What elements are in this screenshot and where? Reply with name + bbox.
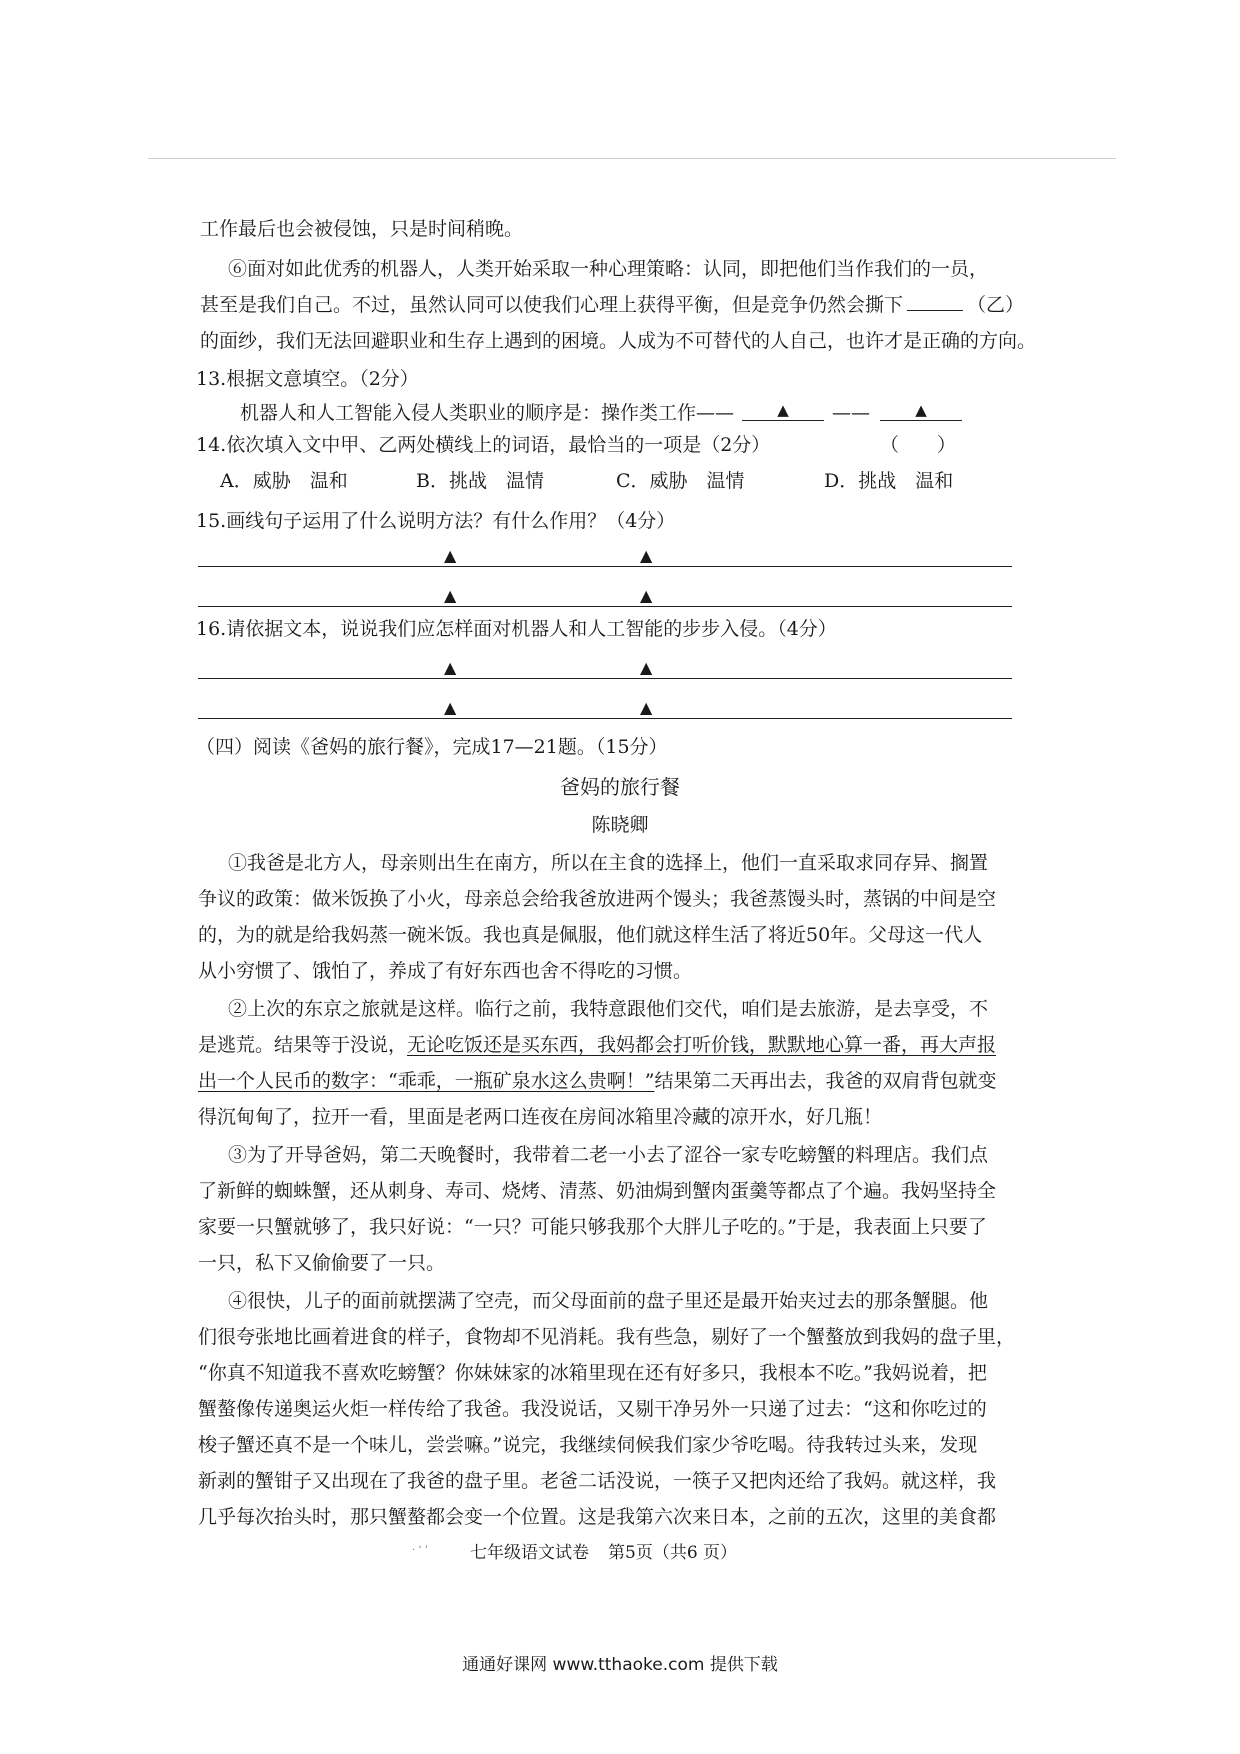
paragraph-line [198,1068,996,1094]
question-13-line: 机器人和人工智能入侵人类职业的顺序是：操作类工作—— [240,402,735,424]
scan-mark: · ‘ ’ [412,1545,428,1556]
question-15-answer-line-1 [198,566,1012,567]
blank-yi [907,292,963,311]
question-14-answer-paren: （ ） [880,434,957,456]
option-a: A．威胁 温和 [220,470,348,492]
option-d: D．挑战 温和 [824,470,954,492]
question-16-stem: 16.请依据文本，说说我们应怎样面对机器人和人工智能的步步入侵。（4分） [196,618,837,640]
question-13-dash: —— [832,402,870,424]
paragraph-line: 争议的政策：做米饭换了小火，母亲总会给我爸放进两个馒头；我爸蒸馒头时，蒸锅的中间是空 [198,888,997,910]
underlined-sentence: 无论吃饭还是买东西，我妈都会打听价钱，默默地心算一番，再大声报 [407,1034,997,1056]
answer-marker: ▲ [640,586,653,605]
paragraph-6-line-2-text: 甚至是我们自己。不过，虽然认同可以使我们心理上获得平衡，但是竞争仍然会撕下 [200,294,904,316]
answer-marker: ▲ [444,586,457,605]
paragraph-line: ②上次的东京之旅就是这样。临行之前，我特意跟他们交代，咱们是去旅游，是去享受，不 [228,998,989,1020]
paragraph-line: ④很快，儿子的面前就摆满了空壳，而父母面前的盘子里还是最开始夹过去的那条蟹腿。他 [228,1290,989,1312]
answer-marker: ▲ [444,698,457,717]
paragraph-line [198,1032,996,1058]
question-16-answer-line-1 [198,678,1012,679]
question-15-answer-line-2 [198,606,1012,607]
paragraph-6-line-1: ⑥面对如此优秀的机器人，人类开始采取一种心理策略：认同，即把他们当作我们的一员， [228,258,989,280]
paragraph-line: 们很夸张地比画着进食的样子，食物却不见消耗。我有些急，剔好了一个蟹螯放到我妈的盘子里， [198,1326,1016,1348]
question-14-stem: 14.依次填入文中甲、乙两处横线上的词语，最恰当的一项是（2分） [196,434,771,456]
paragraph-text: 结果第二天再出去，我爸的双肩背包就变 [654,1070,997,1092]
answer-marker: ▲ [640,546,653,565]
paragraph-line: 家要一只蟹就够了，我只好说：“一只？可能只够我那个大胖儿子吃的。”于是，我表面上只要了 [198,1216,987,1238]
paragraph-line: 了新鲜的蜘蛛蟹，还从刺身、寿司、烧烤、清蒸、奶油焗到蟹肉蛋羹等都点了个遍。我妈坚持全 [198,1180,997,1202]
question-13-answer-blank-1: ▲ [742,400,824,421]
option-b: B．挑战 温情 [416,470,544,492]
paragraph-line: 新剥的蟹钳子又出现在了我爸的盘子里。老爸二话没说，一筷子又把肉还给了我妈。就这样，我 [198,1470,997,1492]
question-13-stem: 13.根据文意填空。（2分） [196,368,419,390]
paragraph-line: 得沉甸甸了，拉开一看，里面是老两口连夜在房间冰箱里冷藏的凉开水，好几瓶！ [198,1106,883,1128]
download-footer: 通通好课网 www.tthaoke.com 提供下载 [462,1655,778,1675]
question-13-answer-blank-2: ▲ [880,400,962,421]
article-author: 陈晓卿 [591,814,649,836]
answer-marker: ▲ [640,658,653,677]
paragraph-line: 的，为的就是给我妈蒸一碗米饭。我也真是佩服，他们就这样生活了将近50年。父母这一代人 [198,924,983,946]
paragraph-line: 几乎每次抬头时，那只蟹螯都会变一个位置。这是我第六次来日本，之前的五次，这里的美食都 [198,1506,997,1528]
paragraph-line: 从小穷惯了、饿怕了，养成了有好东西也舍不得吃的习惯。 [198,960,693,982]
answer-marker: ▲ [444,546,457,565]
paragraph-6-line-2 [200,292,1024,318]
passage-end-line: 工作最后也会被侵蚀，只是时间稍晚。 [200,218,524,240]
paragraph-line: “你真不知道我不喜欢吃螃蟹？你妹妹家的冰箱里现在还有好多只，我根本不吃。”我妈说着，把 [198,1362,987,1384]
blank-yi-label: （乙） [967,294,1025,316]
article-title: 爸妈的旅行餐 [560,775,680,799]
page-number: 第5页（共6 页） [608,1543,738,1563]
page-top-rule [148,158,1116,159]
section-4-heading: （四）阅读《爸妈的旅行餐》，完成17—21题。（15分） [196,736,668,758]
underlined-sentence: 出一个人民币的数字：“乖乖，一瓶矿泉水这么贵啊！” [198,1070,655,1092]
exam-name: 七年级语文试卷 [470,1543,589,1563]
answer-marker: ▲ [640,698,653,717]
question-16-answer-line-2 [198,718,1012,719]
paragraph-line: ①我爸是北方人，母亲则出生在南方，所以在主食的选择上，他们一直采取求同存异、搁置 [228,852,989,874]
paragraph-line: 一只，私下又偷偷要了一只。 [198,1252,446,1274]
paragraph-line: 蟹螯像传递奥运火炬一样传给了我爸。我没说话，又剔干净另外一只递了过去：“这和你吃过的 [198,1398,987,1420]
question-15-stem: 15.画线句子运用了什么说明方法？有什么作用？（4分） [196,510,676,532]
paragraph-line: ③为了开导爸妈，第二天晚餐时，我带着二老一小去了涩谷一家专吃螃蟹的料理店。我们点 [228,1144,989,1166]
answer-marker: ▲ [444,658,457,677]
option-c: C．威胁 温情 [616,470,745,492]
paragraph-6-line-3: 的面纱，我们无法回避职业和生存上遇到的困境。人成为不可替代的人自己，也许才是正确的方向。 [200,330,1037,352]
paragraph-text: 是逃荒。结果等于没说， [198,1034,408,1056]
paragraph-line: 梭子蟹还真不是一个味儿，尝尝嘛。”说完，我继续伺候我们家少爷吃喝。待我转过头来，发现 [198,1434,978,1456]
